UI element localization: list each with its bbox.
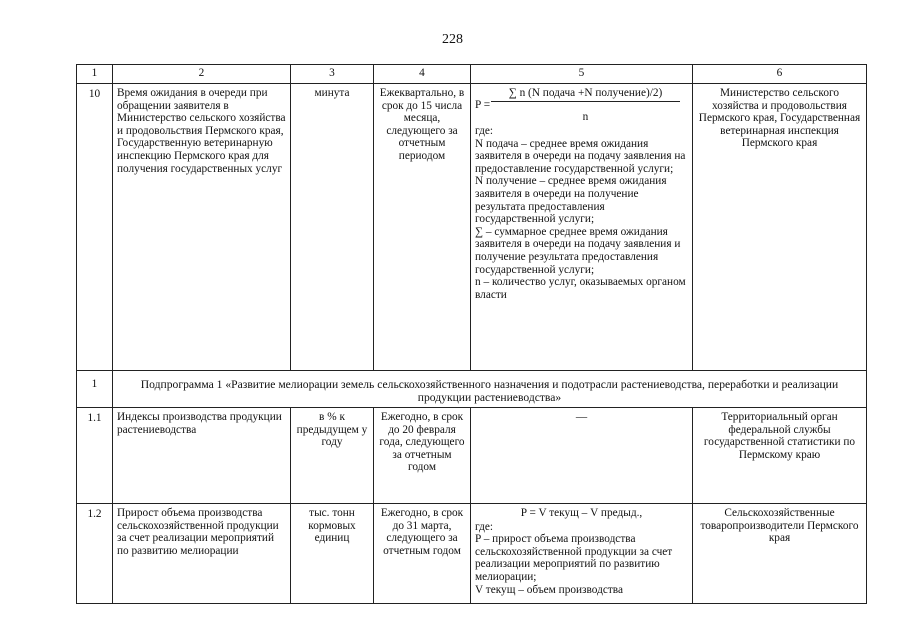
calculation-method [471,84,693,371]
period: Ежегодно, в срок до 31 марта, следующего за отчетным годом [374,504,471,604]
method-text: где: N подача – среднее время ожидания заявителя в очереди на подачу заявления на предоставление государственной услуги; N получение – среднее время ожидания заявителя в очереди на получение результата предоставления государственной услуги; ∑ – суммарное среднее время ожидания заявителя в очереди на подачу заявления и получение результата предоставления государственной услуги; n – количество услуг, оказываемых органом власти [475,125,686,301]
unit: тыс. тонн кормовых единиц [291,504,374,604]
calculation-method: — [471,408,693,504]
subprogram-row [77,371,867,408]
header-cell: 1 [77,65,113,84]
row-number: 1 [77,371,113,408]
indicator-name: Индексы производства продукции растениеводства [113,408,291,504]
formula: P = V текущ – V предыд., [520,507,643,519]
indicators-table [76,64,867,604]
unit: минута [291,84,374,371]
table-row [77,504,867,604]
row-number: 10 [77,84,113,371]
indicator-name: Прирост объема производства сельскохозяйственной продукции за счет реализации мероприятий по развитию мелиорации [113,504,291,604]
subprogram-title: Подпрограмма 1 «Развитие мелиорации земель сельскохозяйственного назначения и подотрасли растениеводства, переработки и реализации продукции растениеводства» [113,371,867,408]
formula-numerator: ∑ n (N подача +N получение)/2) [491,87,680,102]
row-number: 1.1 [77,408,113,504]
header-cell: 2 [113,65,291,84]
calculation-method [471,504,693,604]
header-cell: 6 [693,65,867,84]
table-row [77,84,867,371]
period: Ежеквартально, в срок до 15 числа месяца, следующего за отчетным периодом [374,84,471,371]
page-number: 228 [442,32,463,47]
header-cell: 5 [471,65,693,84]
unit: в % к предыдущем у году [291,408,374,504]
formula-lhs: P = [475,99,491,111]
header-cell: 4 [374,65,471,84]
table-row [77,408,867,504]
indicator-name: Время ожидания в очереди при обращении заявителя в Министерство сельского хозяйства и продовольствия Пермского края, Государственную ветеринарную инспекцию Пермского края для получения государственных услуг [113,84,291,371]
row-number: 1.2 [77,504,113,604]
formula-denominator: n [582,111,589,123]
data-source: Территориальный орган федеральной службы государственной статистики по Пермскому краю [693,408,867,504]
formula [475,87,688,123]
data-source: Сельскохозяйственные товаропроизводители Пермского края [693,504,867,604]
header-cell: 3 [291,65,374,84]
data-source: Министерство сельского хозяйства и продовольствия Пермского края, Государственная ветеринарная инспекция Пермского края [693,84,867,371]
period: Ежегодно, в срок до 20 февраля года, следующего за отчетным годом [374,408,471,504]
method-text: где: P – прирост объема производства сельскохозяйственной продукции за счет реализации мероприятий по развитию мелиорации; V текущ – объем производства [475,520,673,596]
header-row [77,65,867,84]
